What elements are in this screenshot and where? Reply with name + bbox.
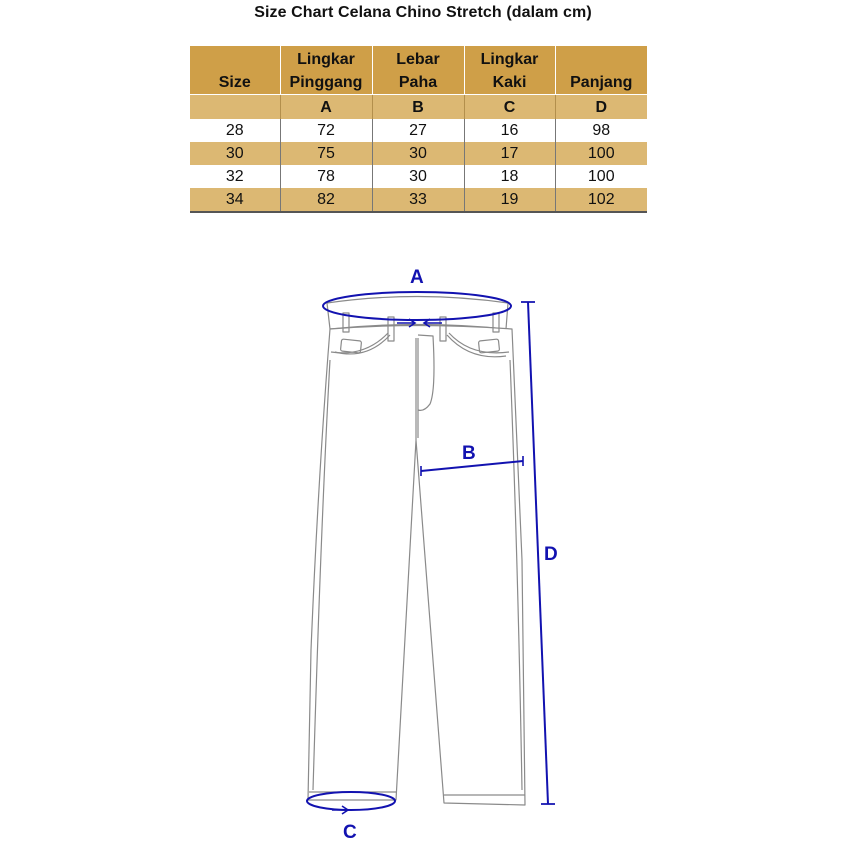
table-cell: 18 xyxy=(464,165,555,188)
table-cell: 82 xyxy=(280,188,372,212)
header-lingkar-kaki: Lingkar Kaki xyxy=(464,46,555,95)
table-cell: 34 xyxy=(190,188,280,212)
measurement-d xyxy=(521,302,558,804)
code-cell: C xyxy=(464,95,555,120)
table-cell: 32 xyxy=(190,165,280,188)
table-cell: 100 xyxy=(555,165,647,188)
header-lingkar-pinggang: Lingkar Pinggang xyxy=(280,46,372,95)
table-cell: 98 xyxy=(555,119,647,142)
table-cell: 78 xyxy=(280,165,372,188)
chart-title: Size Chart Celana Chino Stretch (dalam cm) xyxy=(254,4,592,21)
table-cell: 30 xyxy=(372,165,464,188)
table-cell: 30 xyxy=(190,142,280,165)
code-cell: A xyxy=(280,95,372,120)
table-cell: 27 xyxy=(372,119,464,142)
table-cell: 33 xyxy=(372,188,464,212)
header-lebar-paha: Lebar Paha xyxy=(372,46,464,95)
table-cell: 28 xyxy=(190,119,280,142)
table-cell: 102 xyxy=(555,188,647,212)
code-cell: D xyxy=(555,95,647,120)
header-size: Size xyxy=(190,46,280,95)
table-cell: 72 xyxy=(280,119,372,142)
table-cell: 19 xyxy=(464,188,555,212)
table-cell: 30 xyxy=(372,142,464,165)
table-cell: 17 xyxy=(464,142,555,165)
header-panjang: Panjang xyxy=(555,46,647,95)
label-b: B xyxy=(462,443,476,464)
label-a: A xyxy=(410,267,424,288)
code-cell: B xyxy=(372,95,464,120)
label-d: D xyxy=(544,544,558,565)
label-c: C xyxy=(343,822,357,843)
table-cell: 16 xyxy=(464,119,555,142)
table-cell: 75 xyxy=(280,142,372,165)
pants-outline xyxy=(308,297,525,806)
table-cell: 100 xyxy=(555,142,647,165)
